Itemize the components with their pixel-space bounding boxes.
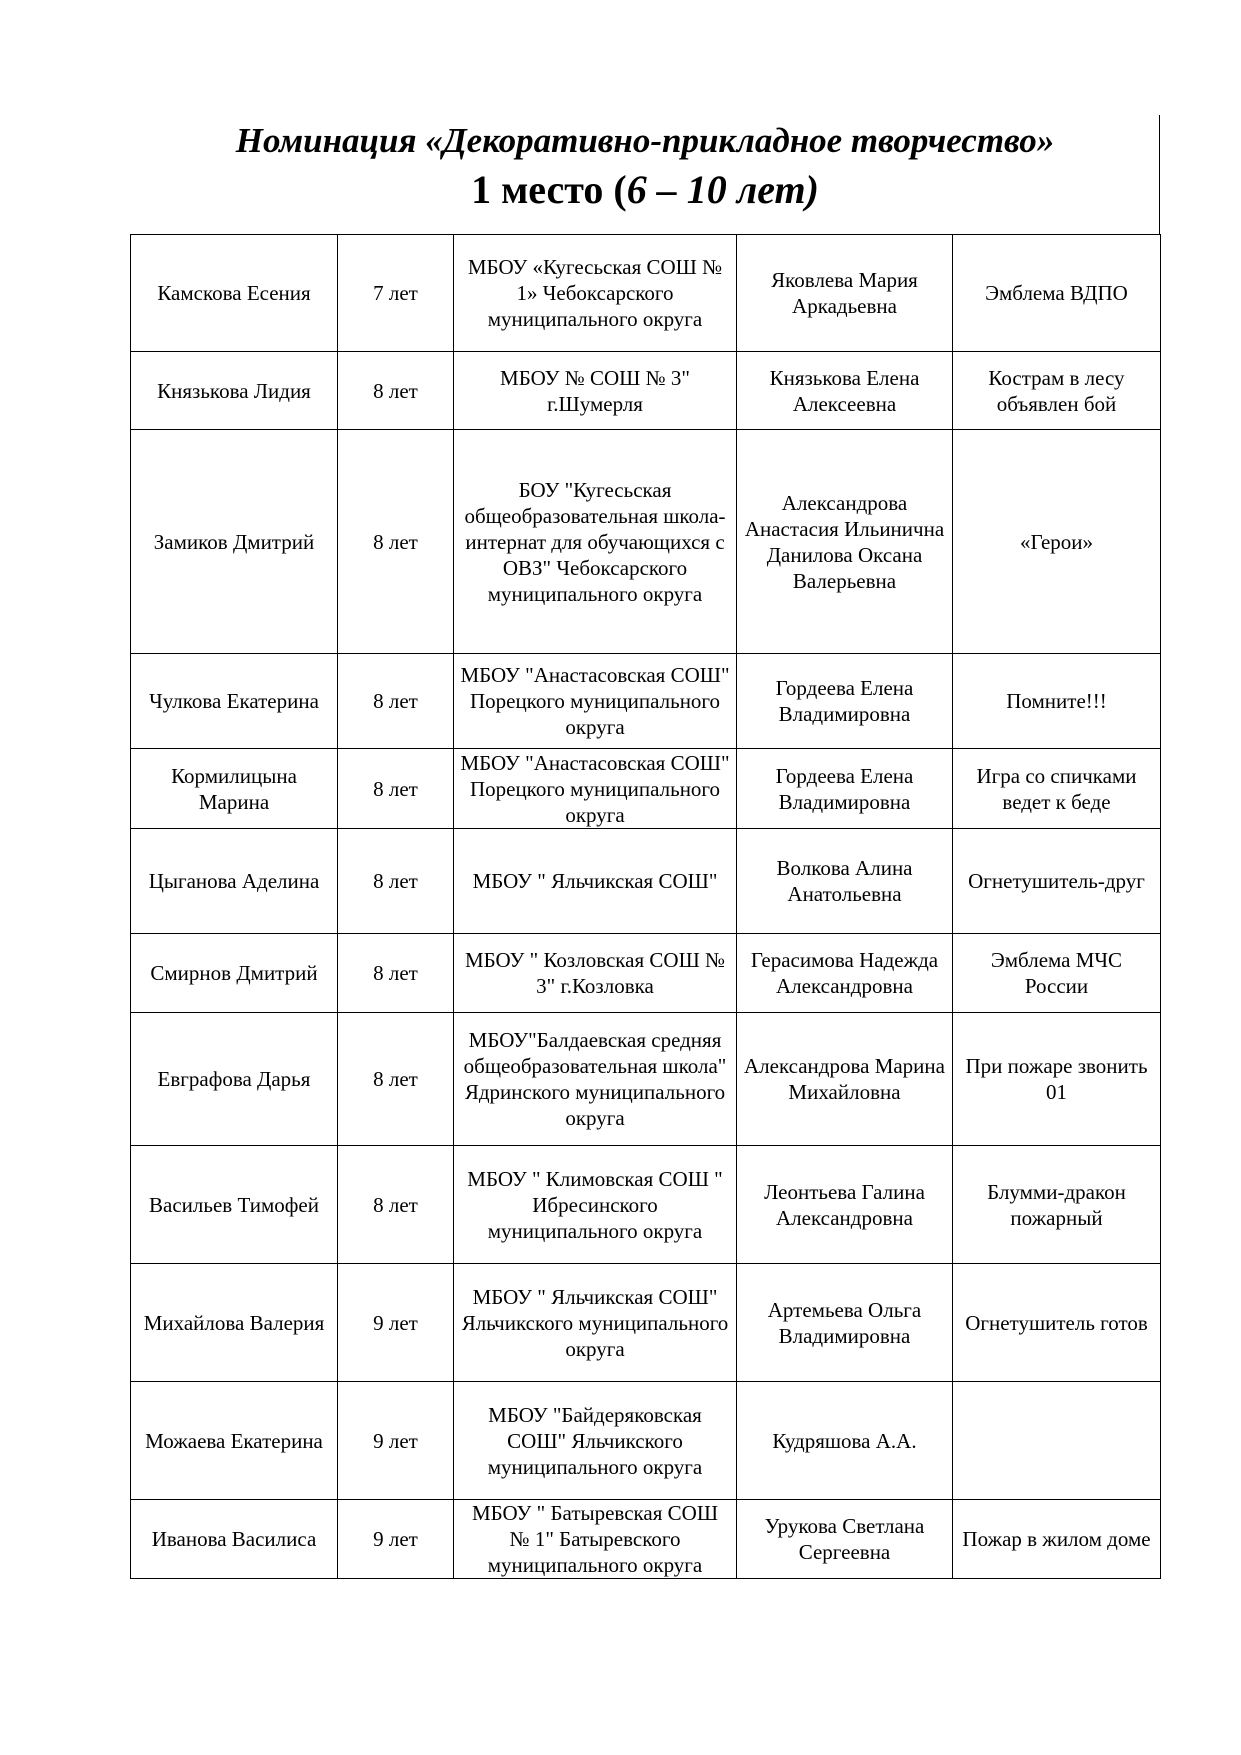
results-table: [130, 234, 1161, 1579]
school-name: МБОУ " Яльчикская СОШ": [454, 829, 737, 934]
participant-name: Камскова Есения: [131, 235, 338, 352]
participant-age: 8 лет: [338, 934, 454, 1013]
place-prefix: 1 место (: [471, 167, 627, 212]
work-title: Кострам в лесу объявлен бой: [953, 352, 1161, 430]
school-name: МБОУ"Балдаевская средняя общеобразовательная школа" Ядринского муниципального округа: [454, 1013, 737, 1146]
work-title: Эмблема ВДПО: [953, 235, 1161, 352]
participant-name: Иванова Василиса: [131, 1500, 338, 1579]
teacher-name: Кудряшова А.А.: [737, 1382, 953, 1500]
participant-name: Князькова Лидия: [131, 352, 338, 430]
participant-age: 8 лет: [338, 1013, 454, 1146]
table-row: [131, 749, 1161, 829]
school-name: МБОУ " Климовская СОШ " Ибресинского муниципального округа: [454, 1146, 737, 1264]
work-title: Эмблема МЧС России: [953, 934, 1161, 1013]
work-title: Пожар в жилом доме: [953, 1500, 1161, 1579]
right-border-line: [1159, 115, 1160, 235]
teacher-name: Гордеева Елена Владимировна: [737, 749, 953, 829]
participant-name: Цыганова Аделина: [131, 829, 338, 934]
school-name: МБОУ " Батыревская СОШ № 1" Батыревского муниципального округа: [454, 1500, 737, 1579]
table-row: [131, 654, 1161, 749]
participant-age: 7 лет: [338, 235, 454, 352]
work-title: [953, 1382, 1161, 1500]
age-range: 6 – 10 лет): [626, 167, 819, 212]
table-row: [131, 934, 1161, 1013]
place-title: [130, 164, 1160, 216]
table-row: [131, 235, 1161, 352]
teacher-name: Артемьева Ольга Владимировна: [737, 1264, 953, 1382]
participant-age: 9 лет: [338, 1500, 454, 1579]
teacher-name: Князькова Елена Алексеевна: [737, 352, 953, 430]
table-row: [131, 352, 1161, 430]
work-title: «Герои»: [953, 430, 1161, 654]
work-title: Игра со спичками ведет к беде: [953, 749, 1161, 829]
school-name: МБОУ "Анастасовская СОШ" Порецкого муниципального округа: [454, 654, 737, 749]
table-row: [131, 1382, 1161, 1500]
table-row: [131, 1146, 1161, 1264]
participant-age: 9 лет: [338, 1382, 454, 1500]
table-row: [131, 1264, 1161, 1382]
school-name: БОУ "Кугесьская общеобразовательная школа-интернат для обучающихся с ОВЗ" Чебоксарского муниципального округа: [454, 430, 737, 654]
participant-name: Можаева Екатерина: [131, 1382, 338, 1500]
school-name: МБОУ " Козловская СОШ № 3" г.Козловка: [454, 934, 737, 1013]
table-row: [131, 1013, 1161, 1146]
school-name: МБОУ " Яльчикская СОШ" Яльчикского муниципального округа: [454, 1264, 737, 1382]
participant-age: 9 лет: [338, 1264, 454, 1382]
table-row: [131, 829, 1161, 934]
teacher-name: Герасимова Надежда Александровна: [737, 934, 953, 1013]
work-title: Блумми-дракон пожарный: [953, 1146, 1161, 1264]
table-row: [131, 430, 1161, 654]
work-title: Огнетушитель-друг: [953, 829, 1161, 934]
school-name: МБОУ "Байдеряковская СОШ" Яльчикского муниципального округа: [454, 1382, 737, 1500]
participant-age: 8 лет: [338, 749, 454, 829]
teacher-name: Александрова Анастасия Ильинична Данилова Оксана Валерьевна: [737, 430, 953, 654]
teacher-name: Гордеева Елена Владимировна: [737, 654, 953, 749]
work-title: Помните!!!: [953, 654, 1161, 749]
school-name: МБОУ "Анастасовская СОШ" Порецкого муниципального округа: [454, 749, 737, 829]
participant-name: Смирнов Дмитрий: [131, 934, 338, 1013]
school-name: МБОУ «Кугесьская СОШ № 1» Чебоксарского муниципального округа: [454, 235, 737, 352]
work-title: При пожаре звонить 01: [953, 1013, 1161, 1146]
teacher-name: Урукова Светлана Сергеевна: [737, 1500, 953, 1579]
teacher-name: Яковлева Мария Аркадьевна: [737, 235, 953, 352]
page-header: [130, 118, 1160, 216]
participant-name: Замиков Дмитрий: [131, 430, 338, 654]
teacher-name: Александрова Марина Михайловна: [737, 1013, 953, 1146]
participant-name: Кормилицына Марина: [131, 749, 338, 829]
teacher-name: Волкова Алина Анатольевна: [737, 829, 953, 934]
participant-age: 8 лет: [338, 829, 454, 934]
nomination-title: Номинация «Декоративно-прикладное творчество»: [235, 121, 1055, 160]
participant-name: Васильев Тимофей: [131, 1146, 338, 1264]
work-title: Огнетушитель готов: [953, 1264, 1161, 1382]
participant-name: Чулкова Екатерина: [131, 654, 338, 749]
table-row: [131, 1500, 1161, 1579]
school-name: МБОУ № СОШ № 3" г.Шумерля: [454, 352, 737, 430]
participant-age: 8 лет: [338, 352, 454, 430]
participant-name: Михайлова Валерия: [131, 1264, 338, 1382]
participant-name: Евграфова Дарья: [131, 1013, 338, 1146]
teacher-name: Леонтьева Галина Александровна: [737, 1146, 953, 1264]
participant-age: 8 лет: [338, 654, 454, 749]
participant-age: 8 лет: [338, 430, 454, 654]
participant-age: 8 лет: [338, 1146, 454, 1264]
